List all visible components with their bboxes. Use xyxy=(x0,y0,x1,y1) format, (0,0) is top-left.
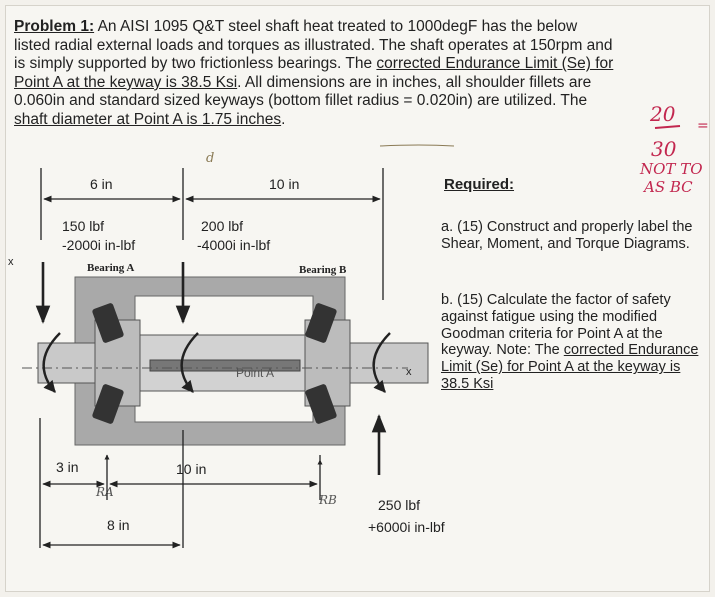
pen-underline-20 xyxy=(655,126,680,128)
keyway xyxy=(150,360,300,371)
load-label-250-torque: +6000i in-lbf xyxy=(368,519,445,535)
problem-line-4-underlined: Point A at the keyway is 38.5 Ksi xyxy=(14,73,238,91)
problem-line-3: is simply supported by two frictionless bearings. The xyxy=(14,55,373,73)
handwritten-20: 20 xyxy=(650,102,676,126)
problem-line-4: . All dimensions are in inches, all shoulder fillets are xyxy=(237,73,592,91)
load-label-250-force: 250 lbf xyxy=(378,497,421,513)
load-label-150-force: 150 lbf xyxy=(62,218,105,234)
bearing-a-label: Bearing A xyxy=(87,262,135,274)
handwritten-ra: RA xyxy=(96,485,114,499)
problem-line-5: 0.060in and standard sized keyways (bottom fillet radius = 0.020in) are utilized. The xyxy=(14,92,588,110)
bearing-b-label: Bearing B xyxy=(299,264,347,276)
required-heading: Required: xyxy=(444,176,515,193)
handwritten-rb: RB xyxy=(319,493,337,507)
handwritten-30: 30 xyxy=(651,137,677,161)
problem-line-6-underlined: shaft diameter at Point A is 1.75 inches xyxy=(14,110,282,128)
handwritten-as-bc: AS BC xyxy=(644,178,693,196)
point-a-label: Point A xyxy=(236,366,275,380)
handwritten-equals: = xyxy=(697,118,709,134)
load-label-150-torque: -2000i in-lbf xyxy=(62,237,136,253)
handwritten-d: d xyxy=(206,151,215,166)
required-part-b-underlined: corrected Endurance Limit (Se) for Point A at the keyway is 38.5 Ksi xyxy=(441,342,699,392)
required-part-b-text: b. (15) Calculate the factor of safety against fatigue using the modified Goodman criteria for Point A at the keyway. Note: The xyxy=(441,292,671,359)
problem-line-1: An AISI 1095 Q&T steel shaft heat treated to 1000degF has the below xyxy=(97,18,578,35)
problem-line-3-underlined: corrected Endurance Limit (Se) for xyxy=(376,55,614,73)
dim-label-3in: 3 in xyxy=(56,459,79,475)
dim-label-bottom-10in: 10 in xyxy=(176,461,207,477)
problem-line-6: . xyxy=(281,110,286,128)
required-part-a: a. (15) Construct and properly label the Shear, Moment, and Torque Diagrams. xyxy=(441,219,693,252)
x-marker-left: x xyxy=(8,256,14,268)
dim-label-10in: 10 in xyxy=(269,176,300,192)
x-marker-right: x xyxy=(406,366,412,378)
problem-heading: Problem 1: xyxy=(14,18,95,35)
dim-label-6in: 6 in xyxy=(90,176,113,192)
problem-line-2: listed radial external loads and torques as illustrated. The shaft operates at 150rpm and xyxy=(14,36,613,54)
dim-label-8in: 8 in xyxy=(107,517,130,533)
pencil-mark xyxy=(380,145,454,146)
handwritten-not-to: NOT TO xyxy=(640,160,703,178)
required-part-b xyxy=(441,292,706,393)
load-label-200-force: 200 lbf xyxy=(201,218,244,234)
load-label-200-torque: -4000i in-lbf xyxy=(197,237,271,253)
